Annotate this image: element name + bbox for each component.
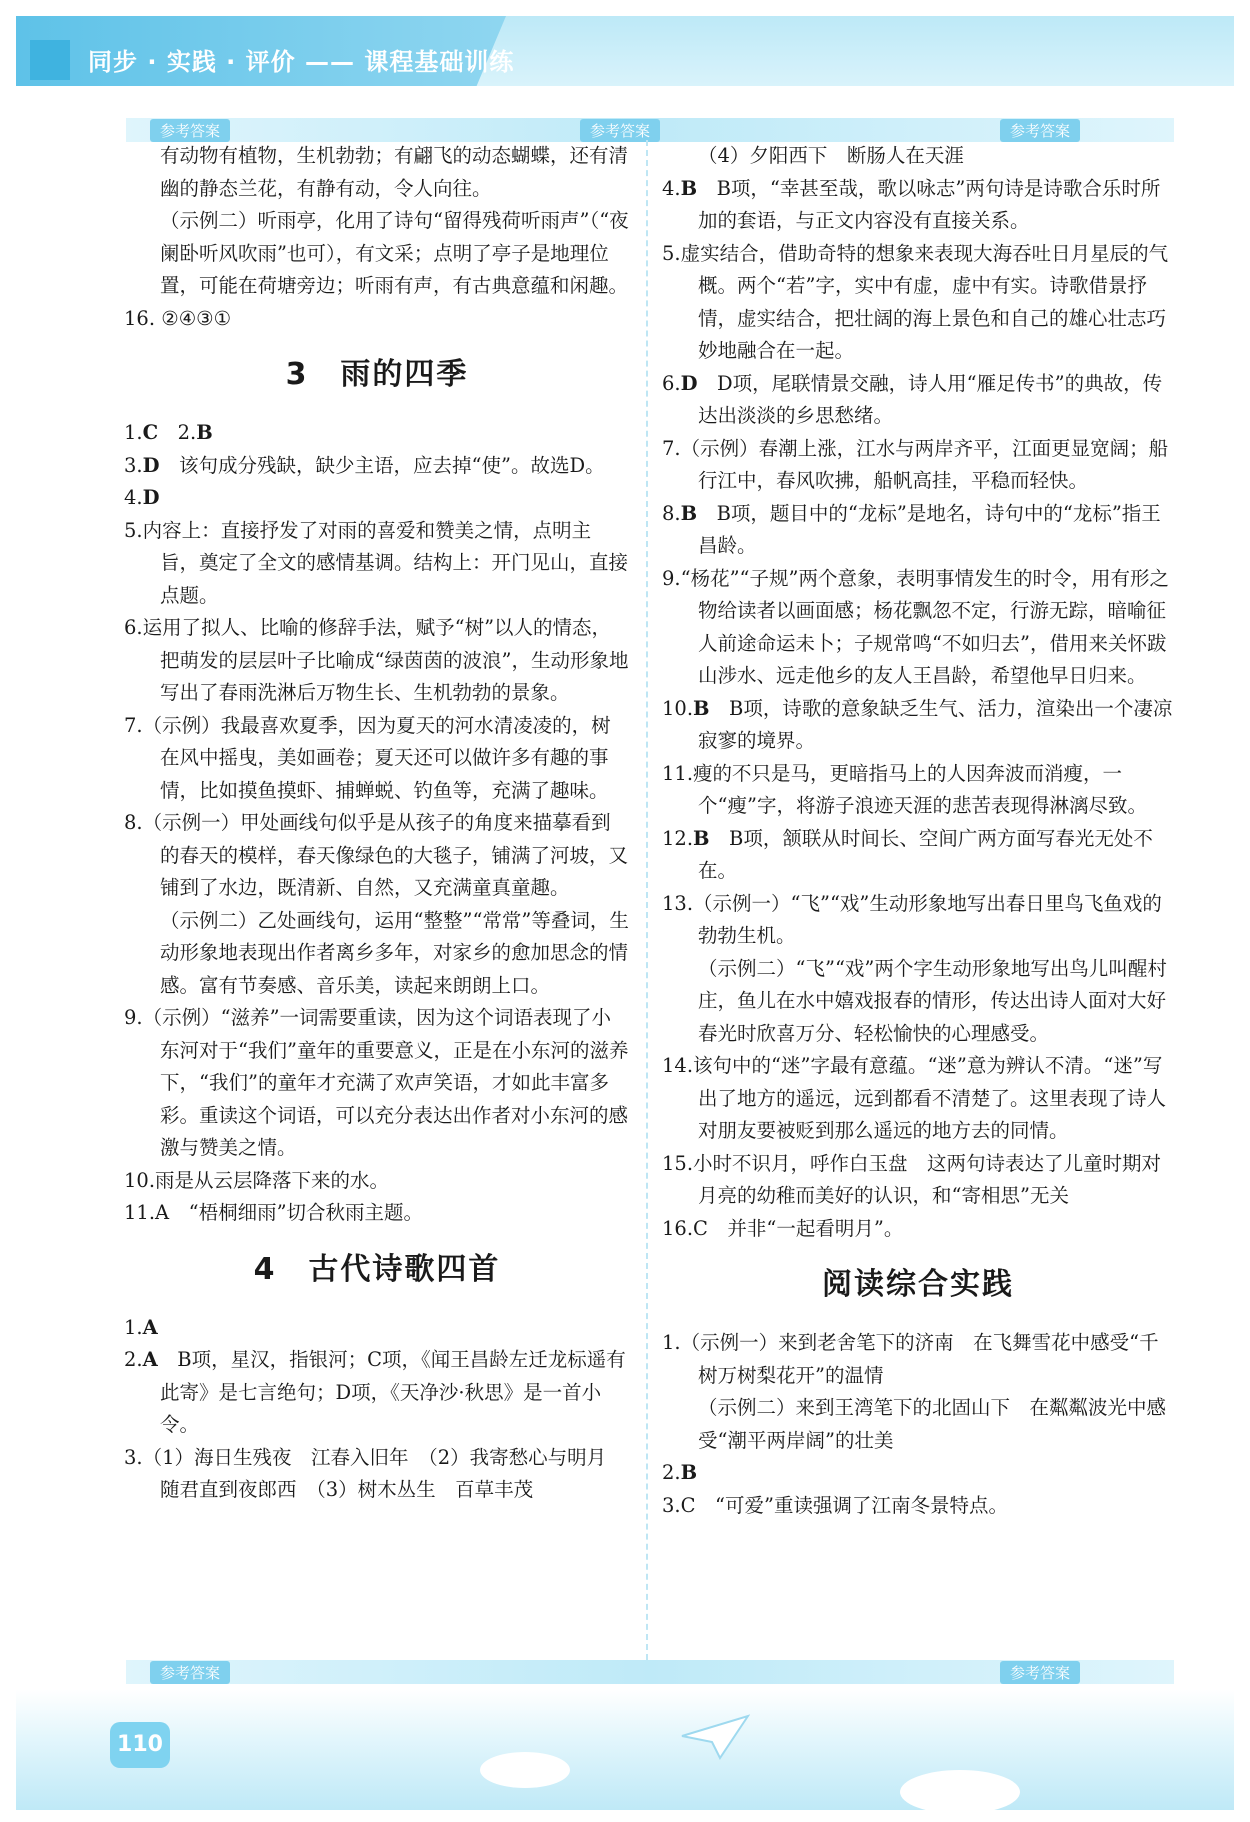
item-text: （示例二）来到王湾笔下的北固山下 在粼粼波光中感受“潮平两岸阔”的壮美: [698, 1396, 1167, 1452]
answer-item: [662, 1148, 1174, 1213]
item-text: C “可爱”重读强调了江南冬景特点。: [680, 1493, 1008, 1517]
item-text: B项，题目中的“龙标”是地名，诗句中的“龙标”指王昌龄。: [697, 501, 1161, 557]
item-number: 11.: [662, 761, 694, 785]
item-text: 小时不识月，呼作白玉盘 这两句诗表达了儿童时期对月亮的幼稚而美好的认识，和“寄相思”无关: [693, 1151, 1162, 1207]
item-text: 内容上：直接抒发了对雨的喜爱和赞美之情，点明主旨，奠定了全文的感情基调。结构上：开门见山，直接点题。: [142, 518, 629, 607]
item-number: 6.: [124, 616, 143, 639]
answer-item: [124, 905, 630, 1003]
answer-tag: 参考答案: [1000, 1661, 1080, 1684]
item-number: 15.: [662, 1151, 694, 1175]
answer-item: [662, 1457, 1174, 1490]
item-text: （示例一）来到老舍笔下的济南 在飞舞雪花中感受“千树万树梨花开”的温情: [680, 1331, 1159, 1387]
item-text: 该句成分残缺，缺少主语，应去掉“使”。故选D。: [159, 453, 605, 477]
answer-item: [124, 482, 630, 515]
answer-item: [662, 758, 1174, 823]
answer-text: 有动物有植物，生机勃勃；有翩飞的动态蝴蝶，还有清幽的静态兰花，有静有动，令人向往。: [160, 144, 629, 200]
answer-item: [662, 140, 1174, 173]
answer-text: 16. ②④③①: [124, 306, 232, 330]
item-text: B项，诗歌的意象缺乏生气、活力，渲染出一个凄凉寂寥的境界。: [698, 696, 1173, 752]
answer-item: [124, 515, 630, 613]
item-text: （示例）春潮上涨，江水与两岸齐平，江面更显宽阔；船行江中，春风吹拂，船帆高挂，平稳而轻快。: [680, 436, 1169, 492]
answer-item: [124, 1165, 630, 1198]
section-title: 4 古代诗歌四首: [253, 1251, 501, 1287]
right-column: [662, 140, 1174, 1522]
section-title: 3 雨的四季: [285, 357, 469, 392]
item-number: 5.: [124, 518, 143, 542]
header-square-icon: [30, 40, 70, 80]
answer-item: [124, 1002, 630, 1165]
item-text: B项，星汉，指银河；C项，《闻王昌龄左迁龙标遥有此寄》是七言绝句；D项，《天净沙·秋思》是一首小令。: [157, 1348, 626, 1436]
item-number: 1.: [124, 1315, 143, 1339]
item-text: （示例一）甲处画线句似乎是从孩子的角度来描摹看到的春天的模样，春天像绿色的大毯子，铺满了河坡，又铺到了水边，既清新、自然，又充满童真童趣。: [142, 811, 629, 899]
item-text: B项，颔联从时间长、空间广两方面写春光无处不在。: [698, 826, 1153, 882]
item-text: （1）海日生残夜 江春入旧年 （2）我寄愁心与明月 随君直到夜郎西 （3）树木丛生 百草丰茂: [142, 1445, 626, 1501]
answer-item: [124, 417, 630, 450]
item-text: D项，尾联情景交融，诗人用“雁足传书”的典故，传达出淡淡的乡思愁绪。: [697, 371, 1163, 427]
answer-item: [662, 173, 1174, 238]
answer-item: [662, 1490, 1174, 1523]
item-number: 12.: [662, 826, 694, 850]
item-number: 10.: [124, 1168, 156, 1192]
item-text: 雨是从云层降落下来的水。: [155, 1168, 390, 1192]
answer-item: [662, 1050, 1174, 1148]
answer-item: [662, 953, 1174, 1051]
answer-letter: A: [142, 1348, 158, 1371]
item-number: 2.: [662, 1461, 681, 1484]
answer-letter: B: [196, 421, 213, 444]
item-number: 1.: [124, 421, 143, 444]
item-number: 4.: [124, 486, 143, 509]
item-number: 11.: [124, 1201, 156, 1224]
column-divider: [646, 140, 648, 1660]
answer-item: [662, 498, 1174, 563]
item-text: A “梧桐细雨”切合秋雨主题。: [155, 1201, 424, 1224]
item-text: 运用了拟人、比喻的修辞手法，赋予“树”以人的情态，把萌发的层层叶子比喻成“绿茵茵的波浪”，生动形象地写出了春雨洗淋后万物生长、生机勃勃的景象。: [142, 616, 629, 704]
cloud-decoration: [900, 1770, 1020, 1814]
item-text: （4）夕阳西下 断肠人在天涯: [698, 144, 964, 167]
answer-tag: 参考答案: [150, 119, 230, 142]
left-column: [124, 140, 630, 1507]
answer-letter: D: [680, 371, 698, 395]
answer-letter: B: [693, 826, 710, 850]
item-number: 13.: [662, 891, 694, 915]
answer-letter: D: [142, 453, 160, 477]
answer-tag: 参考答案: [580, 119, 660, 142]
item-text: （示例二）“飞”“戏”两个字生动形象地写出鸟儿叫醒村庄，鱼儿在水中嬉戏报春的情形，传达出诗人面对大好春光时欣喜万分、轻松愉快的心理感受。: [698, 956, 1167, 1045]
item-number: 2.: [124, 1348, 143, 1371]
answer-item: [662, 238, 1174, 368]
answer-item: [124, 1344, 630, 1442]
item-number: 8.: [124, 811, 143, 834]
answer-item: [124, 450, 630, 483]
answer-item: [124, 1442, 630, 1507]
answer-letter: B: [693, 696, 710, 720]
item-number: 7.: [124, 713, 143, 737]
item-text: C 并非“一起看明月”。: [693, 1216, 904, 1240]
answer-item: [662, 433, 1174, 498]
answer-letter: B: [680, 501, 698, 525]
paper-plane-icon: [680, 1712, 750, 1762]
header-title: 同步 · 实践 · 评价 —— 课程基础训练: [88, 48, 515, 76]
item-text: （示例一）“飞”“戏”生动形象地写出春日里鸟飞鱼戏的勃勃生机。: [693, 891, 1162, 947]
section-3-list: [124, 417, 630, 1230]
section-4-list: [124, 1312, 630, 1507]
answer-item: [662, 368, 1174, 433]
item-number: 16.: [662, 1216, 694, 1240]
item-number: 3.: [124, 1445, 143, 1469]
item-number: 8.: [662, 501, 681, 525]
section-title: 阅读综合实践: [822, 1267, 1014, 1302]
item-number: 9.: [662, 566, 681, 590]
answer-item: [662, 693, 1174, 758]
answer-item: [662, 1213, 1174, 1246]
item-number: 14.: [662, 1054, 694, 1077]
item-number: 3.: [662, 1493, 681, 1517]
answer-letter: C: [142, 421, 159, 444]
item-text: （示例二）乙处画线句，运用“整整”“常常”等叠词，生动形象地表现出作者离乡多年，对家乡的愈加思念的情感。富有节奏感、音乐美，读起来朗朗上口。: [160, 908, 629, 997]
cloud-decoration: [480, 1752, 570, 1788]
item-number: 3.: [124, 453, 143, 477]
item-text: B项，“幸甚至哉，歌以咏志”两句诗是诗歌合乐时所加的套语，与正文内容没有直接关系。: [697, 176, 1161, 232]
item-text: （示例）我最喜欢夏季，因为夏天的河水清凌凌的，树在风中摇曳，美如画卷；夏天还可以做许多有趣的事情，比如摸鱼摸虾、捕蝉蜕、钓鱼等，充满了趣味。: [142, 713, 611, 802]
item-text: 该句中的“迷”字最有意蕴。“迷”意为辨认不清。“迷”写出了地方的遥远，远到都看不清楚了。这里表现了诗人对朋友要被贬到那么遥远的地方去的同情。: [693, 1054, 1167, 1142]
item-number: 10.: [662, 696, 694, 720]
answer-item: [124, 710, 630, 808]
answer-tag: 参考答案: [1000, 119, 1080, 142]
item-number: 4.: [662, 176, 681, 200]
section-5-list: [662, 1327, 1174, 1522]
answer-letter: D: [142, 486, 160, 509]
item-number: 7.: [662, 436, 681, 460]
answer-letter: B: [680, 1461, 698, 1484]
answer-item: [662, 888, 1174, 953]
right-answer-list: [662, 140, 1174, 1245]
item-text: 瘦的不只是马，更暗指马上的人因奔波而消瘦，一个“瘦”字，将游子浪迹天涯的悲苦表现得淋漓尽致。: [693, 761, 1147, 817]
answer-item: [662, 1327, 1174, 1392]
answer-item: [662, 563, 1174, 693]
item-number: 6.: [662, 371, 681, 395]
item-text: 2.: [158, 421, 197, 444]
item-number: 1.: [662, 1331, 681, 1354]
answer-item: [124, 1197, 630, 1230]
item-text: 虚实结合，借助奇特的想象来表现大海吞吐日月星辰的气概。两个“若”字，实中有虚，虚中有实。诗歌借景抒情，虚实结合，把壮阔的海上景色和自己的雄心壮志巧妙地融合在一起。: [680, 241, 1169, 362]
answer-item: [124, 807, 630, 905]
answer-item: [124, 1312, 630, 1345]
answer-item: [662, 1392, 1174, 1457]
item-number: 5.: [662, 241, 681, 265]
answer-item: [662, 823, 1174, 888]
answer-tag: 参考答案: [150, 1661, 230, 1684]
footer-band: [16, 1690, 1234, 1810]
answer-letter: A: [142, 1315, 158, 1339]
answer-text: （示例二）听雨亭，化用了诗句“留得残荷听雨声”（“夜阑卧听风吹雨”也可），有文采；点明了亭子是地理位置，可能在荷塘旁边；听雨有声，有古典意蕴和闲趣。: [160, 209, 629, 297]
page-number: 110: [110, 1722, 170, 1768]
answer-item: [124, 612, 630, 710]
answer-letter: B: [680, 176, 698, 200]
item-number: 9.: [124, 1006, 143, 1029]
item-text: （示例）“滋养”一词需要重读，因为这个词语表现了小东河对于“我们”童年的重要意义，正是在小东河的滋养下，“我们”的童年才充满了欢声笑语，才如此丰富多彩。重读这个词语，可以充分表达出作者对小东河的感激与赞美之情。: [142, 1006, 629, 1159]
item-text: “杨花”“子规”两个意象，表明事情发生的时令，用有形之物给读者以画面感；杨花飘忽不定，行游无踪，暗喻征人前途命运未卜；子规常鸣“不如归去”，借用来关怀跋山涉水、远走他乡的友人王昌龄，希望他早日归来。: [680, 566, 1169, 687]
